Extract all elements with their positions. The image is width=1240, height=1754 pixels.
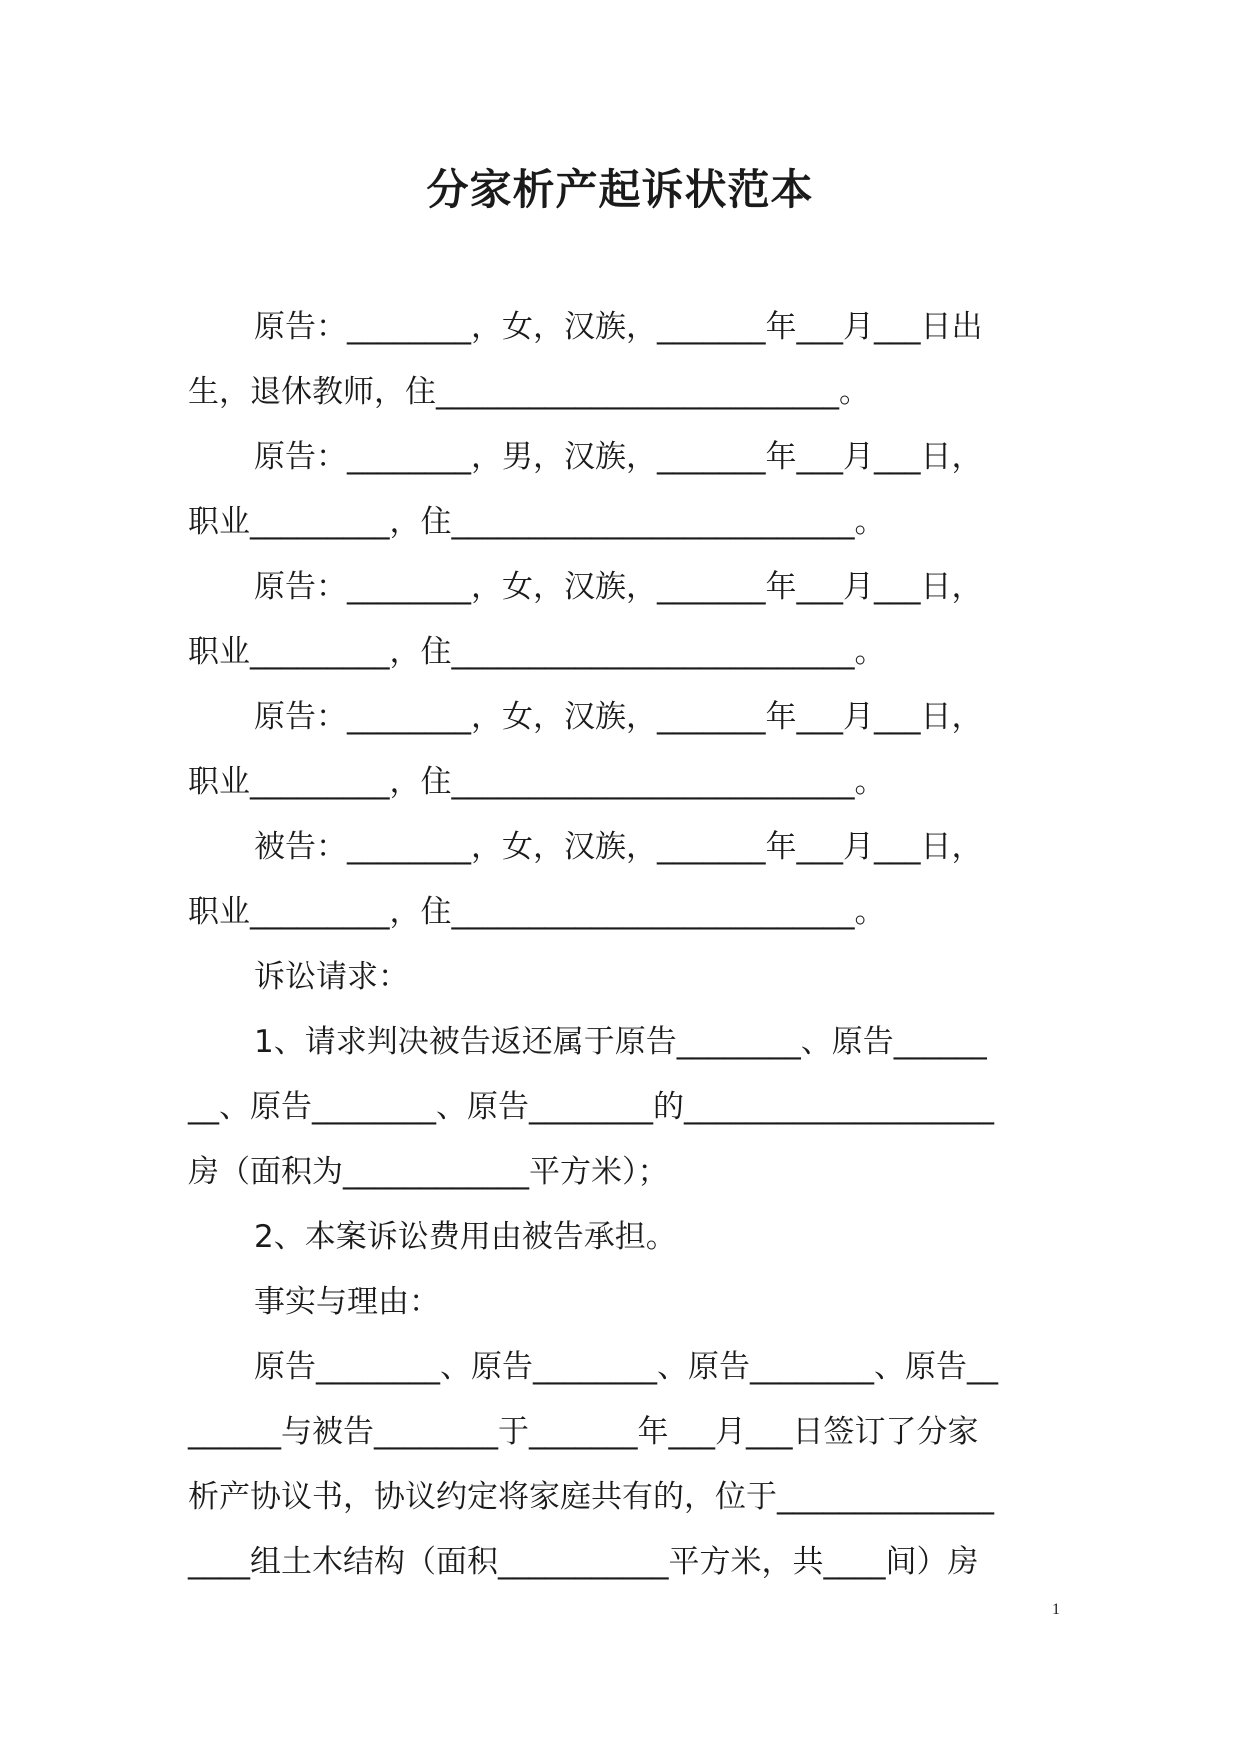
plaintiff-1-line-2: 生，退休教师，住__________________________。: [188, 374, 870, 410]
claims-heading: 诉讼请求：: [254, 959, 409, 995]
claim-1-line-3: 房（面积为____________平方米）；: [188, 1154, 669, 1190]
document-title: 分家析产起诉状范本: [426, 165, 814, 214]
facts-paragraph-line-1: 原告________、原告________、原告________、原告__: [254, 1349, 998, 1385]
plaintiff-2-line-1: 原告：________，男，汉族，_______年___月___日，: [254, 439, 983, 475]
claim-2: 2、本案诉讼费用由被告承担。: [254, 1219, 677, 1255]
page-number: 1: [1052, 1601, 1060, 1618]
facts-paragraph-line-4: ____组土木结构（面积___________平方米，共____间）房: [188, 1544, 979, 1580]
facts-paragraph-line-2: ______与被告________于_______年___月___日签订了分家: [188, 1414, 979, 1450]
claim-1-line-1: 1、请求判决被告返还属于原告________、原告______: [254, 1024, 987, 1060]
defendant-line-1: 被告：________，女，汉族，_______年___月___日，: [254, 829, 983, 865]
plaintiff-3-line-2: 职业_________，住__________________________。: [188, 634, 886, 670]
plaintiff-2-line-2: 职业_________，住__________________________。: [188, 504, 886, 540]
defendant-line-2: 职业_________，住__________________________。: [188, 894, 886, 930]
facts-paragraph-line-3: 析产协议书，协议约定将家庭共有的，位于______________: [188, 1479, 994, 1515]
claim-1-line-2: __、原告________、原告________的____________________: [188, 1089, 994, 1125]
facts-heading: 事实与理由：: [254, 1284, 440, 1320]
document-body: [188, 295, 1058, 1595]
plaintiff-4-line-1: 原告：________，女，汉族，_______年___月___日，: [254, 699, 983, 735]
plaintiff-4-line-2: 职业_________，住__________________________。: [188, 764, 886, 800]
plaintiff-1-line-1: 原告：________，女，汉族，_______年___月___日出: [254, 309, 983, 345]
plaintiff-3-line-1: 原告：________，女，汉族，_______年___月___日，: [254, 569, 983, 605]
